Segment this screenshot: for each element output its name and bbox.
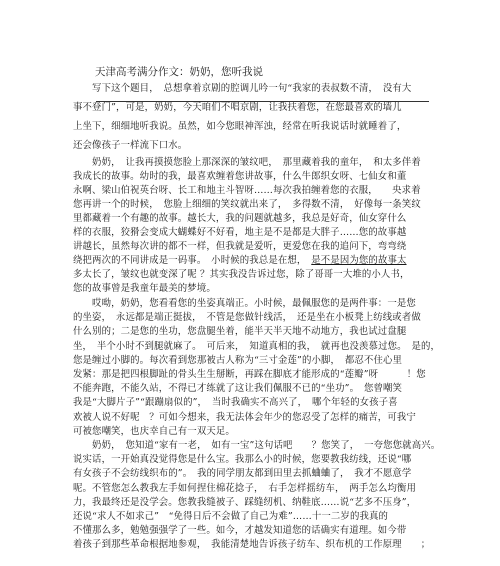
text-line: 多太长了，皱纹也就变深了呢 ？其实我没告诉过您，除了哥哥一大堆的小人书，	[73, 269, 410, 280]
text-line: 力，我最终还是没学会。您教我缝被子、踩缝纫机、纳鞋底……说“艺多不压身”，	[73, 496, 417, 508]
text-line: 发紧：那是把四根脚趾的骨头生生掰断，再踩在脚底才能形成的“莲瓣”呀 ！您	[73, 368, 426, 380]
text-line: 里都藏着一个有趣的故事。越长大，我的问题就越多，我总是好奇，仙女穿什么	[73, 213, 407, 224]
essay-title: 天津高考满分作文：奶奶，您听我说	[95, 66, 263, 78]
text-line: 奶奶， 让我再摸摸您脸上那深深的皱纹吧， 那里藏着我的童年， 和太多伴着	[73, 157, 421, 168]
paragraph-1	[73, 79, 443, 155]
text-line: 您再讲一个的时候， 您脸上细细的笑纹就出来了， 多得数不清， 好像每一条笑纹	[73, 199, 421, 210]
text-line: 有女孩子不会纺线织布的”。 我的同学朋友都到田里去抓蛐蛐了， 我才不愿意学	[73, 468, 412, 480]
text-line: 还说“求人不如求己” “免得日后不会做了自己为难”……十一二岁的我真的	[73, 510, 389, 522]
text-line: 样的衣服，狡猾会变成大蝴蝶好不好看，地主是不是都是大胖子……您的故事越	[73, 227, 407, 238]
paragraph-2	[73, 156, 443, 296]
text-line: 不懂那么多，勉勉强强学了一些。如今，才越发知道您的话确实有道理。如今带	[73, 525, 407, 537]
text-line: 不能奔跑，不能久站，不得已才练就了这让我们佩服不已的“坐功”。 您曾嘲笑	[73, 383, 403, 395]
text-line: 还会像孩子一样流下口水。	[73, 140, 188, 151]
text-line: 哎呦，奶奶，您看看您的坐姿真端正。小时候，最佩服您的是两件事：一是您	[73, 298, 416, 309]
text-line: 欢被人说不好呢 ？可如今想来，我无法体会年少的您忍受了怎样的痛苦，可我宁	[73, 411, 416, 423]
text-line: 您是缠过小脚的。每次看到您那被古人称为“三寸金莲”的小脚， 都忍不住心里	[73, 354, 403, 366]
text-line: 什么别的；二是您的坐功，您盘腿坐着，能半天半天地不动地方，我也试过盘腿	[73, 326, 407, 338]
text-line: 说实话，一开始真没觉得您是什么宝。我那么小的时候，您要教我纺线，还说“哪	[73, 454, 412, 466]
text-line: 奶奶， 您知道“家有一老， 如有一宝”这句话吧 ？您笑了， 一夸您您就高兴。	[73, 440, 441, 451]
text-line: 写下这个题目， 总想拿着京剧的腔调儿吟一句“我家的表叔数不清， 没有大	[73, 83, 412, 94]
text-line: 上坐下，细细地听我说。虽然，如今您眼神浑浊，经常在听我说话时就睡着了，	[73, 121, 407, 132]
text-line: 讲越长，虽然每次讲的都不一样，但我就是爱听，更爱您在我的追问下，弯弯绕	[73, 241, 407, 252]
text-line: 呢。不管您怎么教我左手如何捏住棉花捻子， 右手怎样摇纺车， 两手怎么均衡用	[73, 482, 417, 494]
text-line: 事不登门”，可是，奶奶，今天咱们不唱京剧，让我扶着您，在您最喜欢的墙儿	[73, 102, 402, 113]
underline-rule	[96, 101, 429, 102]
paragraph-4	[73, 439, 443, 553]
text-line: 绕把两次的不同讲成是一码事。 小时候的我总是在想， 是不是因为您的故事太	[73, 255, 407, 266]
text-line: 我成长的故事。幼时的我，最喜欢缠着您讲故事，什么牛郎织女呀、七仙女和董	[73, 171, 407, 182]
text-line: 坐， 半个小时不到腿就麻了。 可后来， 知道真相的我， 就再也没羡慕过您。 是的，	[73, 340, 441, 352]
text-line: 我是“大脚片子”“跟蹦扇似的”， 当时我确实不高兴了， 哪个年轻的女孩子喜	[73, 397, 398, 409]
text-line: 可被您嘲笑，也庆幸自己有一双天足。	[73, 425, 235, 437]
text-line: 您的故事曾是我童年最美的梦境。	[73, 283, 216, 294]
text-line: 永啊、梁山伯祝英台呀、长工和地主斗智呀……每次我拍缠着您的衣服， 央求着	[73, 185, 421, 196]
text-line: 着孩子到那些革命根据地参观， 我能清楚地告诉孩子纺车、织布机的工作原理 ；	[73, 539, 431, 551]
paragraph-3	[73, 297, 443, 439]
text-line: 的坐姿， 永远都是端正挺拔， 不管是您做针线活， 还是坐在小板凳上纺线或者做	[73, 312, 421, 324]
